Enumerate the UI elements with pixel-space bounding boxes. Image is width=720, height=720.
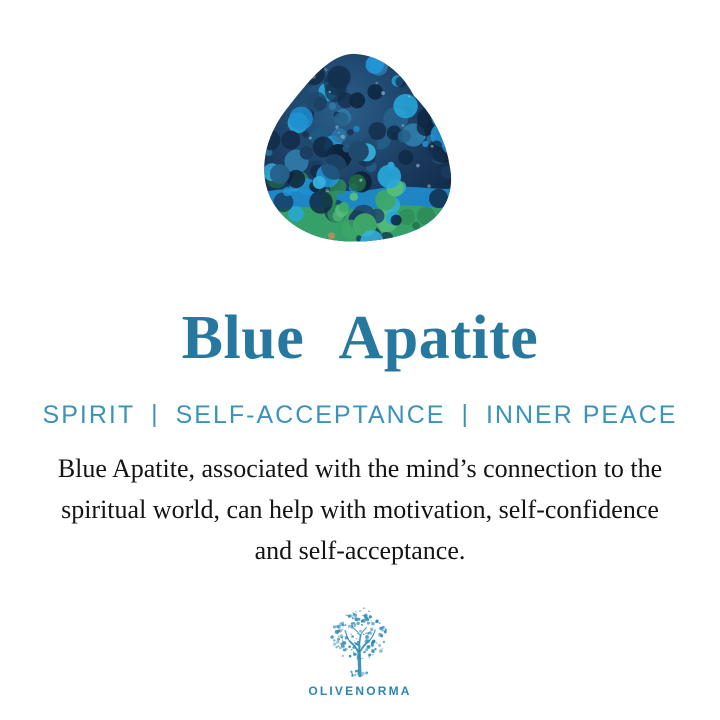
olive-tree-icon <box>320 605 400 679</box>
brand-logo <box>308 605 411 698</box>
product-description <box>58 448 662 571</box>
trait-self-acceptance: SELF-ACCEPTANCE <box>175 401 446 429</box>
traits-row <box>43 400 678 430</box>
description-line: Blue Apatite, associated with the mind’s connection to the <box>57 454 663 483</box>
blue-apatite-crystal-photo <box>254 46 466 250</box>
trait-separator: | <box>151 400 160 428</box>
crystal-image <box>254 46 466 250</box>
description-line: spiritual world, can help with motivation, self-confidence <box>61 495 659 524</box>
trait-separator: | <box>461 400 470 428</box>
trait-spirit: SPIRIT <box>42 401 136 429</box>
description-line: and self-acceptance. <box>254 536 466 565</box>
product-title: Blue Apatite <box>181 304 539 372</box>
brand-name: OLIVENORMA <box>308 684 412 698</box>
trait-inner-peace: INNER PEACE <box>485 401 678 429</box>
